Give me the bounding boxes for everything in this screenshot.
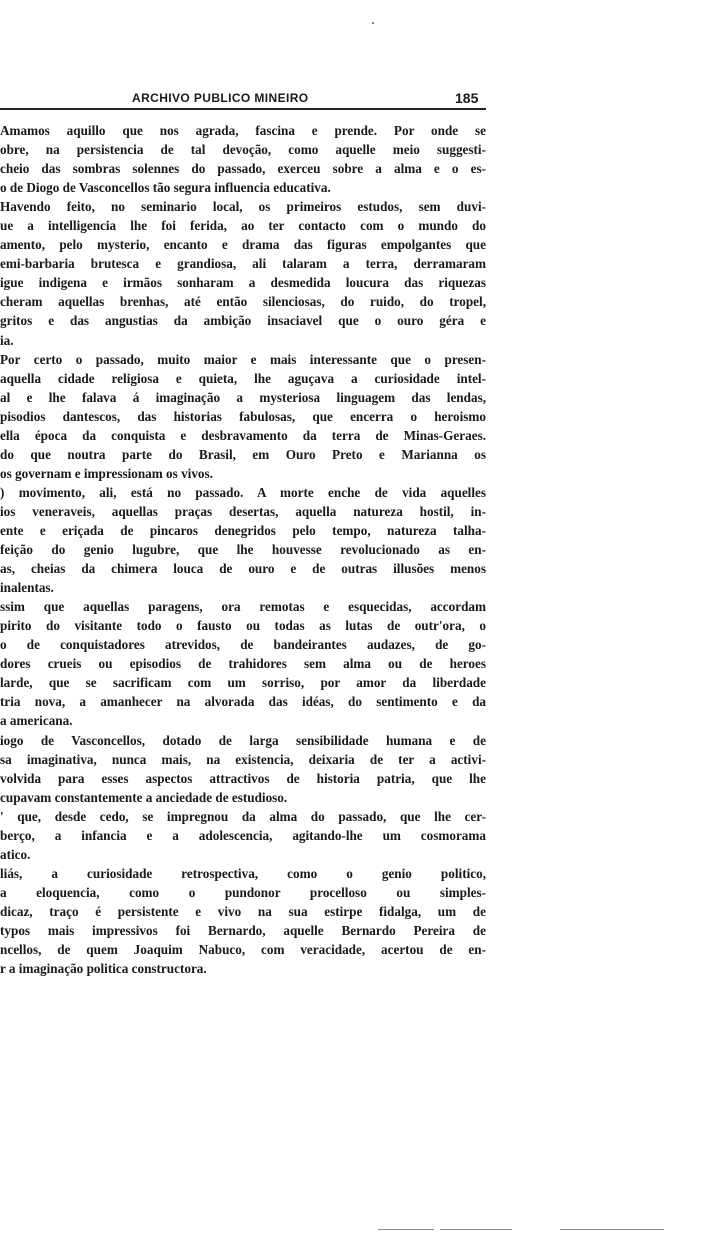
text-line: volvida para esses aspectos attractivos de historia patria, que lhe [0,770,486,786]
text-line: a eloquencia, como o pundonor procelloso ou simples- [0,884,486,900]
header-rule [0,108,486,110]
text-line: os governam e impressionam os vivos. [0,465,213,481]
print-speck [372,22,374,24]
text-line: al e lhe falava á imaginação a mysteriosa linguagem das lendas, [0,389,486,405]
text-line: r a imaginação politica constructora. [0,961,207,977]
bottom-edge-mark [378,1229,434,1230]
text-line: o de conquistadores atrevidos, de bandeirantes audazes, de go- [0,637,486,653]
text-line: feição do genio lugubre, que lhe houvesse revolucionado as en- [0,542,486,558]
text-line: emi-barbaria brutesca e grandiosa, ali talaram a terra, derramaram [0,256,486,272]
text-line: ssim que aquellas paragens, ora remotas e esquecidas, accordam [0,599,486,615]
text-line: o de Diogo de Vasconcellos tão segura influencia educativa. [0,180,331,196]
text-line: igue indigena e irmãos sonharam a desmedida loucura das riquezas [0,275,486,291]
text-line: ) movimento, ali, está no passado. A morte enche de vida aquelles [0,484,486,500]
text-line: berço, a infancia e a adolescencia, agitando-lhe um cosmorama [0,827,486,843]
text-line: a americana. [0,713,73,729]
text-line: pisodios dantescos, das historias fabulosas, que encerra o heroismo [0,408,486,424]
text-line: amento, pelo mysterio, encanto e drama das figuras empolgantes que [0,237,486,253]
text-line: ue a intelligencia lhe foi ferida, ao ter contacto com o mundo do [0,218,486,234]
text-line: inalentas. [0,580,54,596]
text-line: Amamos aquillo que nos agrada, fascina e prende. Por onde se [0,123,486,138]
bottom-edge-mark [440,1229,512,1230]
text-line: ia. [0,332,14,348]
text-line: as, cheias da chimera louca de ouro e de outras illusões menos [0,561,486,577]
text-line: ios veneraveis, aquellas praças desertas, aquella natureza hostil, in- [0,503,486,519]
body-text [0,121,486,978]
text-line: sa imaginativa, nunca mais, na existencia, deixaria de ter a activi- [0,751,486,767]
text-line: ncellos, de quem Joaquim Nabuco, com veracidade, acertou de en- [0,942,486,958]
text-line: ella época da conquista e desbravamento da terra de Minas-Geraes. [0,427,486,443]
text-line: typos mais impressivos foi Bernardo, aquelle Bernardo Pereira de [0,922,486,938]
text-line: dicaz, traço é persistente e vivo na sua estirpe fidalga, um de [0,903,486,919]
text-line: ' que, desde cedo, se impregnou da alma do passado, que lhe cer- [0,808,486,824]
text-line: gritos e das angustias da ambição insaciavel que o ouro géra e [0,313,486,329]
text-line: dores crueis ou episodios de trahidores sem alma ou de heroes [0,656,486,672]
text-line: tria nova, a amanhecer na alvorada das idéas, do sentimento e da [0,694,486,710]
text-line: cupavam constantemente a anciedade de estudioso. [0,789,288,805]
text-line: aquella cidade religiosa e quieta, lhe aguçava a curiosidade intel- [0,370,486,386]
text-line: do que noutra parte do Brasil, em Ouro Preto e Marianna os [0,446,486,462]
text-line: larde, que se sacrificam com um sorriso, por amor da liberdade [0,675,486,691]
text-line: Havendo feito, no seminario local, os primeiros estudos, sem duvi- [0,199,486,215]
text-line: liás, a curiosidade retrospectiva, como o genio politico, [0,865,486,881]
text-line: atico. [0,846,31,862]
journal-title: ARCHIVO PUBLICO MINEIRO [132,91,309,105]
running-header [0,90,486,112]
text-line: pirito do visitante todo o fausto ou todas as lutas de outr'ora, o [0,618,486,634]
page-number: 185 [455,90,479,106]
text-line: Por certo o passado, muito maior e mais interessante que o presen- [0,351,486,367]
text-line: obre, na persistencia de tal devoção, como aquelle meio suggesti- [0,142,486,158]
text-line: ente e eriçada de pincaros denegridos pelo tempo, natureza talha- [0,522,486,538]
text-line: cheio das sombras solennes do passado, exerceu sobre a alma e o es- [0,161,486,177]
text-line: cheram aquellas brenhas, até então silenciosas, do ruido, do tropel, [0,294,486,310]
bottom-edge-mark [560,1229,664,1230]
text-line: iogo de Vasconcellos, dotado de larga sensibilidade humana e de [0,732,486,748]
